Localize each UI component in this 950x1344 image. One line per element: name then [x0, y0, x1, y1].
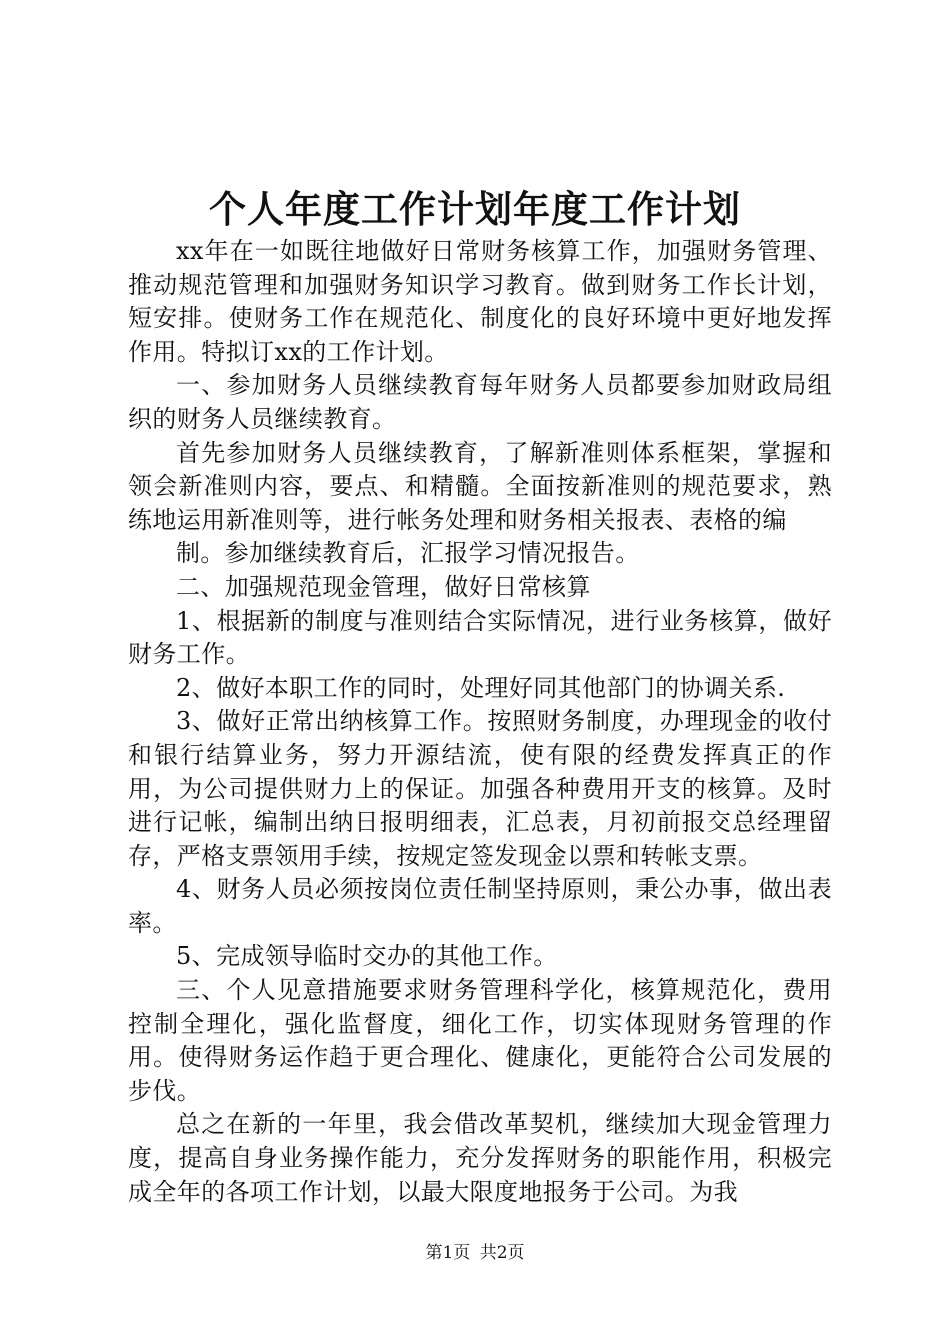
paragraph-item-1: 1、根据新的制度与准则结合实际情况，进行业务核算，做好财务工作。 — [128, 606, 832, 669]
paragraph-continuing-education: 首先参加财务人员继续教育，了解新准则体系框架，掌握和领会新准则内容，要点、和精髓。全面按新准则的规范要求，熟练地运用新准则等，进行帐务处理和财务相关报表、表格的编 — [128, 438, 832, 534]
page-total: 共2页 — [479, 1243, 525, 1263]
document-title: 个人年度工作计划年度工作计划 — [209, 187, 741, 231]
page-footer — [0, 1241, 950, 1265]
document-body — [128, 235, 832, 1209]
paragraph-item-3: 3、做好正常出纳核算工作。按照财务制度，办理现金的收付和银行结算业务，努力开源结流，使有限的经费发挥真正的作用，为公司提供财力上的保证。加强各种费用开支的核算。及时进行记帐，编制出纳日报明细表，汇总表，月初前报交总经理留存，严格支票领用手续，按规定签发现金以票和转帐支票。 — [128, 707, 832, 870]
paragraph-section-1-heading: 一、参加财务人员继续教育每年财务人员都要参加财政局组织的财务人员继续教育。 — [128, 371, 832, 433]
paragraph-intro: xx年在一如既往地做好日常财务核算工作，加强财务管理、推动规范管理和加强财务知识学习教育。做到财务工作长计划，短安排。使财务工作在规范化、制度化的良好环境中更好地发挥作用。特拟订xx的工作计划。 — [128, 237, 832, 366]
paragraph-report: 制。参加继续教育后，汇报学习情况报告。 — [176, 539, 640, 568]
paragraph-conclusion: 总之在新的一年里，我会借改革契机，继续加大现金管理力度，提高自身业务操作能力，充分发挥财务的职能作用，积极完成全年的各项工作计划，以最大限度地报务于公司。为我 — [128, 1110, 832, 1206]
paragraph-item-4: 4、财务人员必须按岗位责任制坚持原则，秉公办事，做出表率。 — [128, 875, 832, 937]
paragraph-section-2-heading: 二、加强规范现金管理，做好日常核算 — [176, 572, 591, 601]
paragraph-item-5: 5、完成领导临时交办的其他工作。 — [176, 942, 558, 971]
paragraph-section-3: 三、个人见意措施要求财务管理科学化，核算规范化，费用控制全理化，强化监督度，细化工作，切实体现财务管理的作用。使得财务运作趋于更合理化、健康化，更能符合公司发展的步伐。 — [128, 976, 832, 1105]
page-number: 第1页 — [425, 1243, 471, 1263]
paragraph-item-2: 2、做好本职工作的同时，处理好同其他部门的协调关系. — [176, 673, 786, 702]
